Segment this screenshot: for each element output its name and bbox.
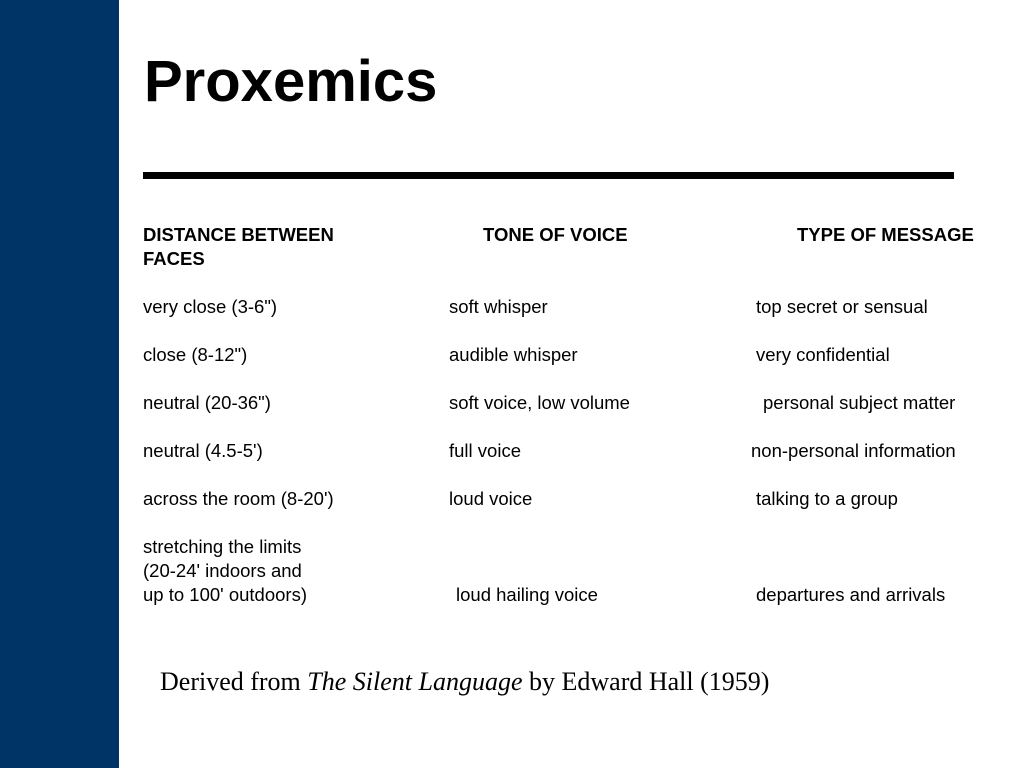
citation-suffix: by Edward Hall (1959) [522, 667, 770, 696]
row-4-tone: full voice [449, 440, 521, 461]
row-6-tone: loud hailing voice [456, 584, 598, 605]
row-1-tone: soft whisper [449, 296, 548, 317]
row-6-distance-line3: up to 100' outdoors) [143, 584, 307, 605]
row-5-distance: across the room (8-20') [143, 488, 334, 509]
row-5-tone: loud voice [449, 488, 533, 509]
row-6-message: departures and arrivals [756, 584, 946, 605]
row-5-message: talking to a group [756, 488, 898, 509]
source-citation [160, 666, 769, 698]
row-3-message: personal subject matter [763, 392, 956, 413]
header-distance-line1: DISTANCE BETWEEN [143, 224, 334, 245]
row-1-message: top secret or sensual [756, 296, 928, 317]
header-tone: TONE OF VOICE [483, 224, 628, 245]
row-3-tone: soft voice, low volume [449, 392, 630, 413]
row-4-distance: neutral (4.5-5') [143, 440, 263, 461]
slide-title: Proxemics [144, 49, 438, 114]
header-distance-line2: FACES [143, 248, 205, 269]
title-underline-rule [143, 172, 954, 179]
row-3-distance: neutral (20-36") [143, 392, 271, 413]
row-6-distance-line2: (20-24' indoors and [143, 560, 302, 581]
row-2-distance: close (8-12") [143, 344, 248, 365]
citation-prefix: Derived from [160, 667, 308, 696]
row-4-message: non-personal information [751, 440, 956, 461]
row-2-tone: audible whisper [449, 344, 578, 365]
row-2-message: very confidential [756, 344, 890, 365]
row-6-distance-line1: stretching the limits [143, 536, 302, 557]
left-sidebar-bar [0, 0, 119, 768]
row-1-distance: very close (3-6") [143, 296, 278, 317]
header-message: TYPE OF MESSAGE [797, 224, 974, 245]
citation-book-title: The Silent Language [307, 667, 523, 696]
